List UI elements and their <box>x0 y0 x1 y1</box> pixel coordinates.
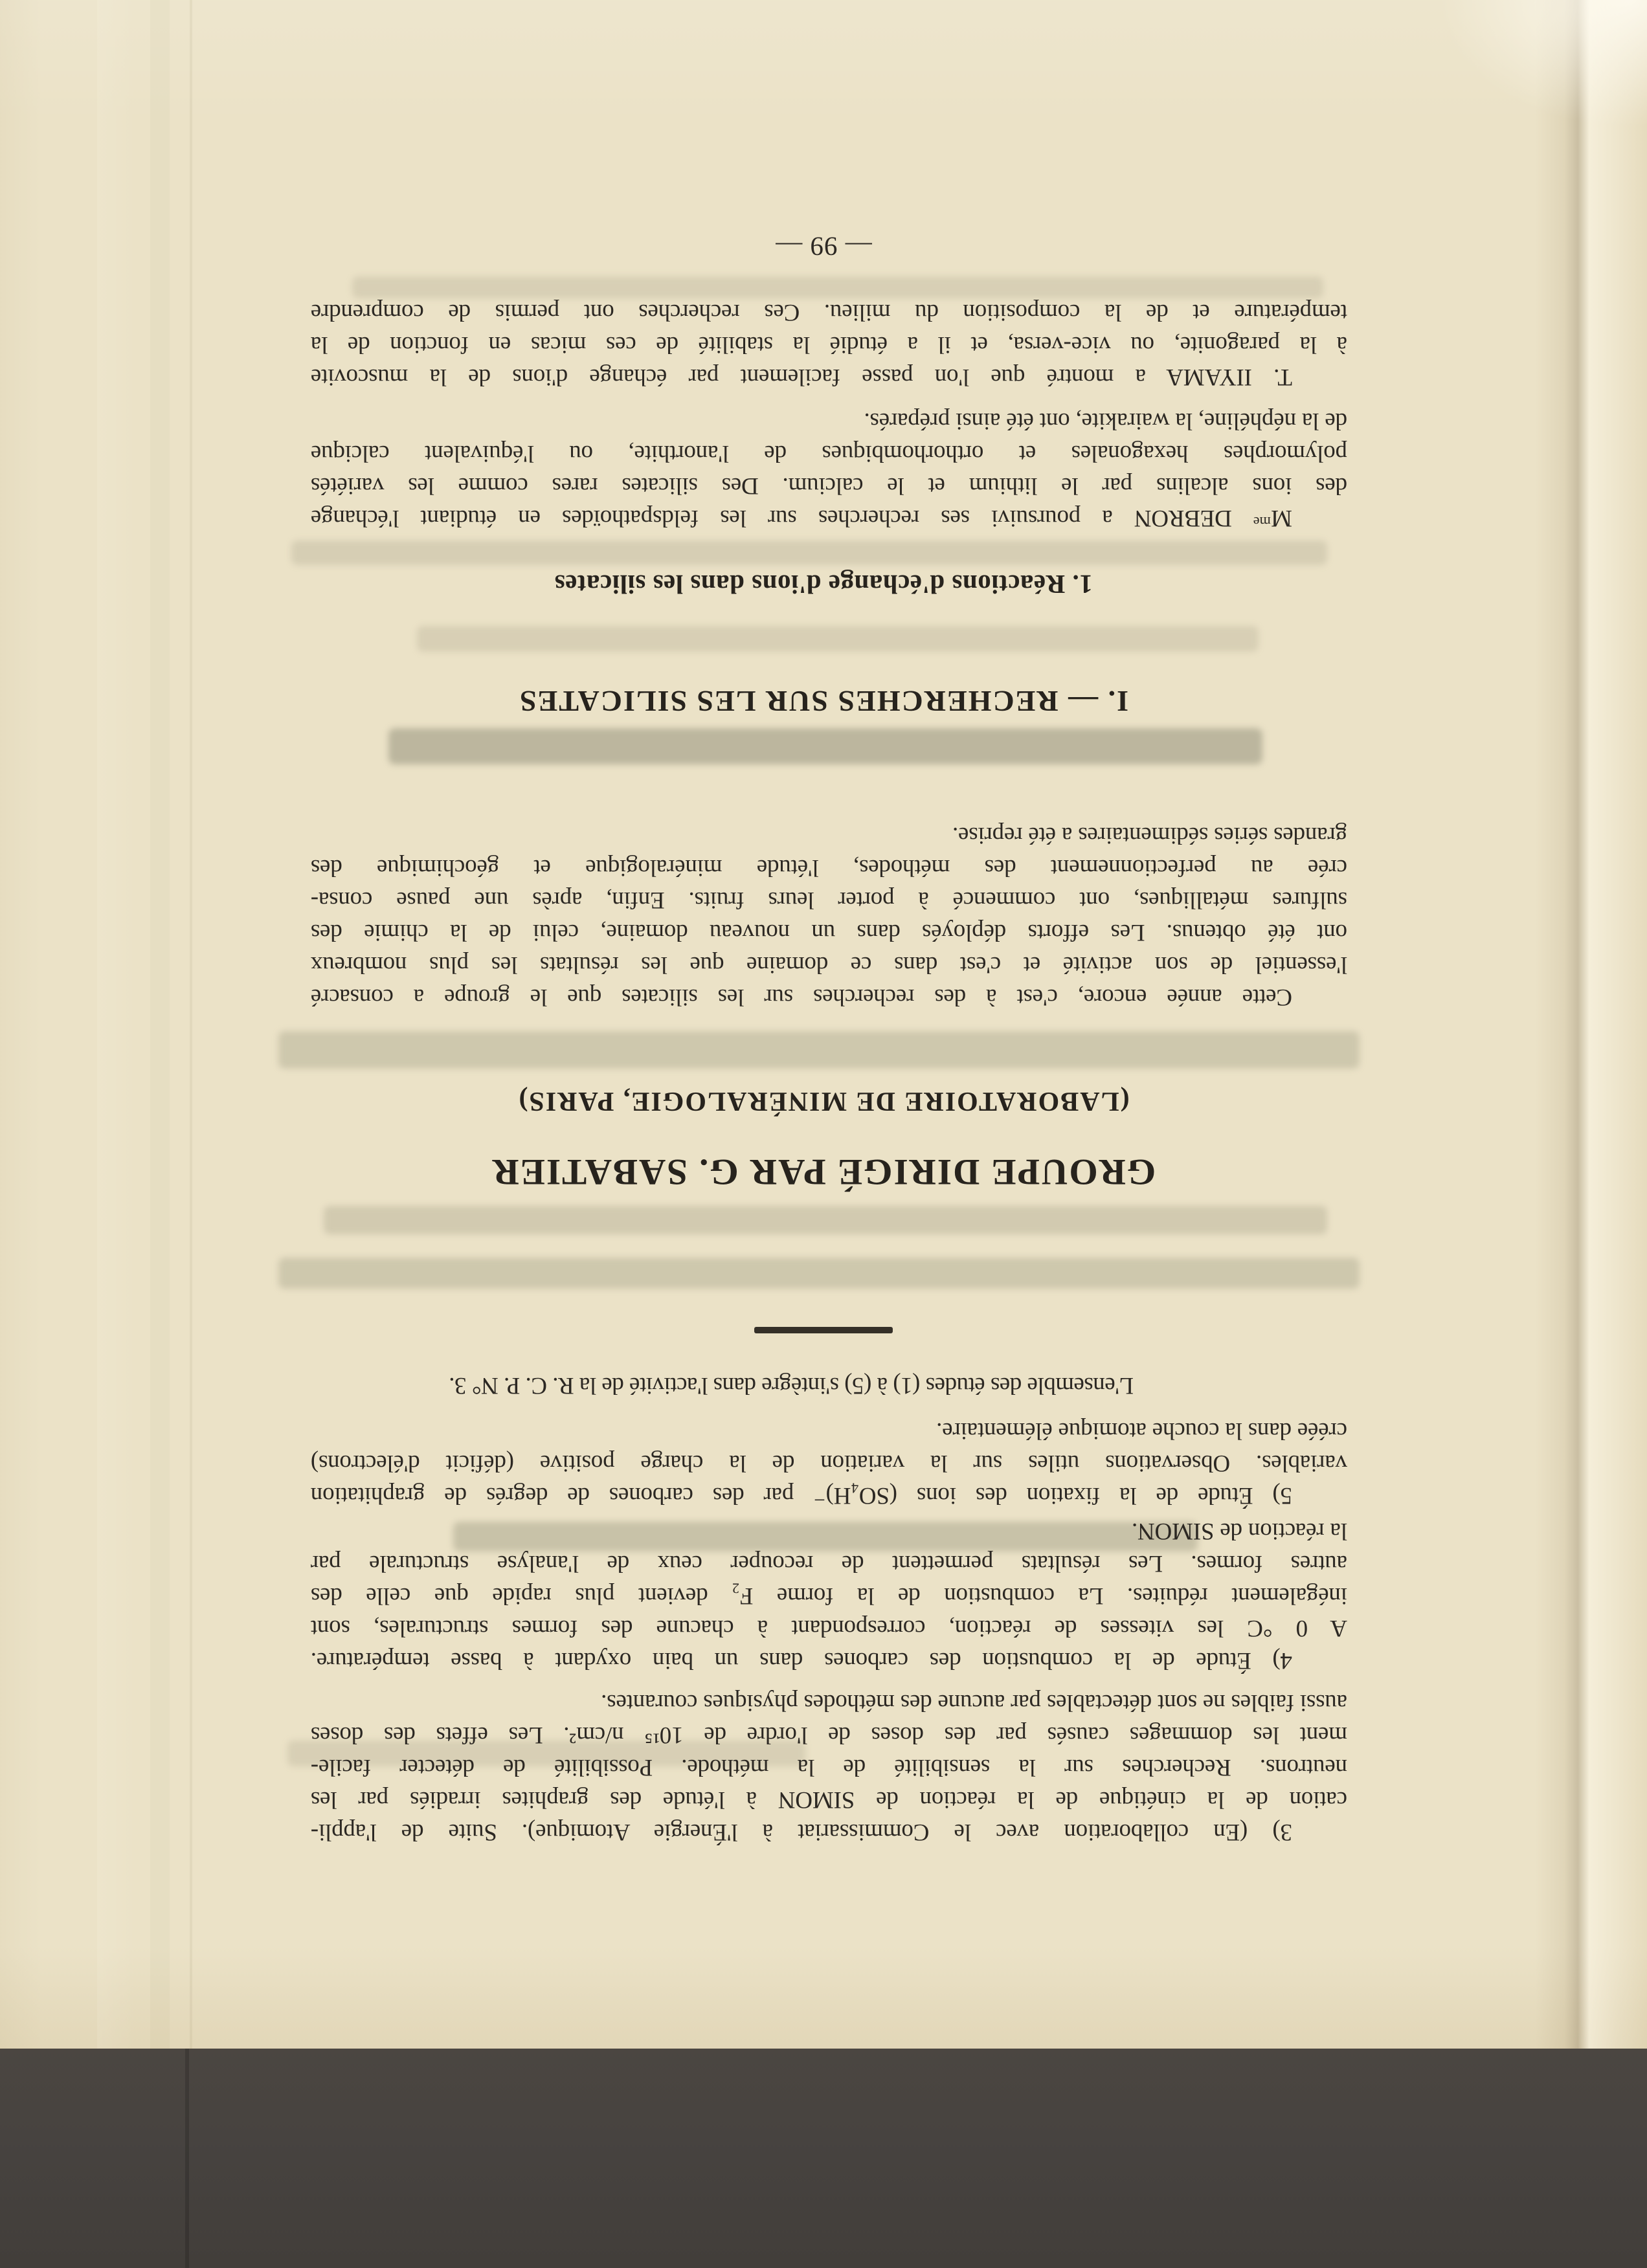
summary-line: L'ensemble des études (1) à (5) s'intègre dans l'activité de la R. C. P. N° 3. <box>449 1372 1134 1399</box>
show-through-ghost <box>417 626 1259 652</box>
text-line: A 0 °C les vitesses de réaction, correspondant à chacune des formes structurales, sont <box>311 1615 1347 1641</box>
text-line: 3) (En collaboration avec le Commissariat à l'Énergie Atomique). Suite de l'appli- <box>311 1819 1292 1845</box>
group-heading: GROUPE DIRIGÉ PAR G. SABATIER <box>491 1151 1156 1192</box>
text-line: autres formes. Les résultats permettent de recouper ceux de l'analyse structurale par <box>311 1550 1347 1577</box>
paragraph-item-4 <box>311 1515 1347 1676</box>
text-line: Cette année encore, c'est à des recherches sur les silicates que le groupe a consacré <box>311 984 1292 1010</box>
page-number-folio: — 99 — <box>775 232 872 261</box>
show-through-ghost <box>352 276 1323 298</box>
show-through-ghost <box>291 540 1327 565</box>
text-line: sulfures métalliques, ont commencé à porter leurs fruits. Enfin, après une pause consa- <box>311 887 1347 913</box>
section-heading: I. — RECHERCHES SUR LES SILICATES <box>519 685 1128 718</box>
text-line: Mᵐᵉ DEBRON a poursuivi ses recherches sur les feldspathoïdes en étudiant l'échange <box>311 505 1292 531</box>
text-line: à la paragonite, ou vice-versa, et il a étudié la stabilité de ces micas en fonction de la <box>311 331 1347 358</box>
show-through-ghost <box>278 1258 1360 1289</box>
scanner-bed-crease-line <box>185 2049 189 2268</box>
show-through-ghost <box>388 728 1262 764</box>
text-line: ont été obtenus. Les efforts déployés dans un nouveau domaine, celui de la chimie des <box>311 919 1347 946</box>
scanner-bed <box>0 2049 1647 2268</box>
paragraph-debron <box>311 405 1347 534</box>
text-line: neutrons. Recherches sur la sensibilité de la méthode. Possibilité de détecter facile- <box>311 1754 1347 1781</box>
subsection-heading: 1. Réactions d'échange d'ions dans les silicates <box>554 570 1093 599</box>
text-line: de la néphéline, la wairakite, ont été ainsi préparés. <box>864 408 1347 434</box>
section-divider-rule <box>754 1327 893 1333</box>
text-line: la réaction de SIMON. <box>1132 1518 1347 1544</box>
paragraph-intro <box>311 819 1347 1013</box>
laboratory-heading: (LABORATOIRE DE MINÉRALOGIE, PARIS) <box>517 1086 1130 1116</box>
text-line: grandes séries sédimentaires a été reprise. <box>952 822 1347 849</box>
text-line: aussi faibles ne sont détectables par aucune des méthodes physiques courantes. <box>601 1689 1347 1716</box>
text-line: 4) Étude de la combustion des carbones dans un bain oxydant à basse température. <box>311 1647 1292 1674</box>
text-line: 5) Étude de la fixation des ions (SO₄H)⁻ par des carbones de degrés de graphitation <box>311 1482 1292 1509</box>
paragraph-item-3 <box>311 1686 1347 1848</box>
text-line: inégalement réduites. La combustion de la forme F₂ devient plus rapide que celle des <box>311 1583 1347 1609</box>
show-through-ghost <box>278 1031 1360 1069</box>
text-line: variables. Observations utiles sur la variation de la charge positive (déficit d'électrons) <box>311 1450 1347 1476</box>
show-through-ghost <box>324 1206 1327 1234</box>
paragraph-item-5 <box>311 1414 1347 1511</box>
text-line: des ions alcalins par le lithium et le calcium. Des silicates rares comme les variétés <box>311 472 1347 499</box>
text-line: température et de la composition du milieu. Ces recherches ont permis de comprendre <box>311 299 1347 326</box>
text-line: cation de la cinétique de la réaction de SIMON à l'étude des graphites irradiés par les <box>311 1786 1347 1813</box>
text-line: crée au perfectionnement des méthodes, l'étude minéralogique et géochimique des <box>311 854 1347 881</box>
paragraph-iiyama <box>311 296 1347 393</box>
text-line: T. IIYAMA a montré que l'on passe facilement par échange d'ions de la muscovite <box>311 364 1292 390</box>
text-line: créée dans la couche atomique élémentaire. <box>936 1418 1347 1444</box>
text-line: polymorphes hexagonales et orthorhombiques de l'anorthite, ou l'équivalent calcique <box>311 440 1347 467</box>
text-line: ment les dommages causés par des doses de l'ordre de 10¹⁵ n/cm². Les effets des doses <box>311 1722 1347 1748</box>
text-line: l'essentiel de son activité et c'est dans ce domaine que les résultats les plus nombreux <box>311 951 1347 978</box>
